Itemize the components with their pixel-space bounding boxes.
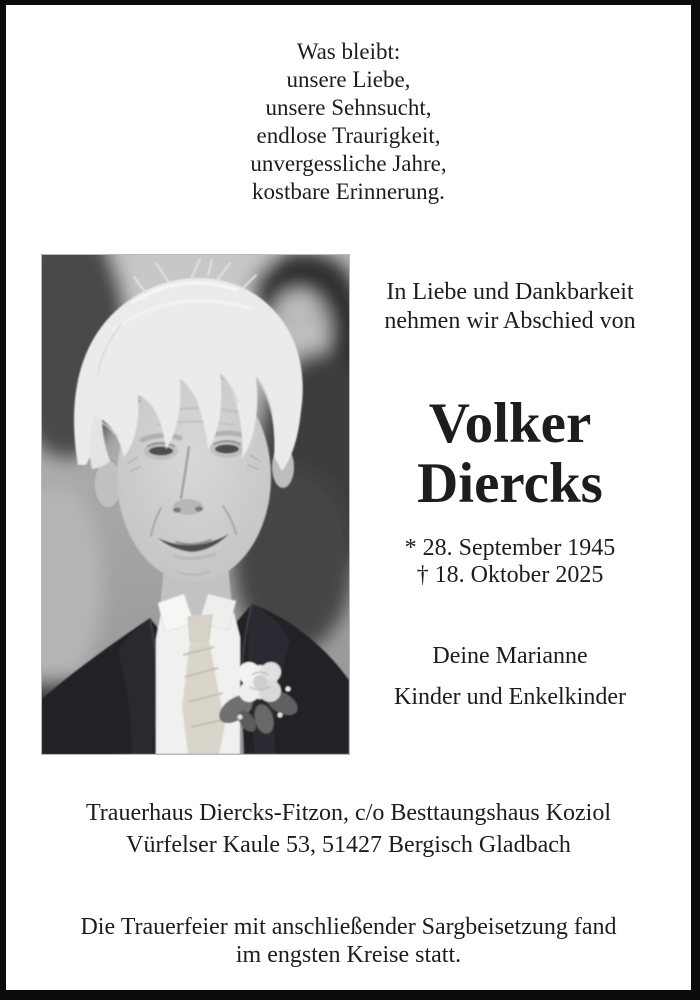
closing-note <box>6 913 691 969</box>
intro-line: nehmen wir Abschied von <box>384 308 636 334</box>
birth-date: * 28. September 1945 <box>404 535 616 561</box>
closing-line: Die Trauerfeier mit anschließender Sargbeisetzung fand <box>80 914 617 940</box>
death-date: † 18. Oktober 2025 <box>416 562 604 588</box>
address-line: Vürfelser Kaule 53, 51427 Bergisch Gladbach <box>126 832 571 858</box>
mourner-family: Kinder und Enkelkinder <box>394 684 626 710</box>
intro-line: In Liebe und Dankbarkeit <box>386 279 634 305</box>
portrait-photo <box>41 254 350 755</box>
funeral-home-address <box>6 797 691 861</box>
poem-line: unsere Liebe, <box>286 67 411 92</box>
poem-line: unvergessliche Jahre, <box>250 151 447 176</box>
poem-line: kostbare Erinnerung. <box>252 179 445 204</box>
deceased-name <box>342 394 678 514</box>
closing-line: im engsten Kreise statt. <box>235 942 462 968</box>
poem-line: Was bleibt: <box>296 39 401 64</box>
shirt-and-tie <box>156 594 240 754</box>
deceased-last-name: Diercks <box>417 452 603 515</box>
deceased-first-name: Volker <box>428 392 592 455</box>
life-dates <box>342 535 678 589</box>
address-line: Trauerhaus Diercks-Fitzon, c/o Besttaungshaus Koziol <box>85 800 612 826</box>
farewell-intro <box>342 278 678 336</box>
memorial-poem <box>6 38 691 206</box>
poem-line: endlose Traurigkeit, <box>256 123 441 148</box>
poem-line: unsere Sehnsucht, <box>265 95 432 120</box>
mourner-spouse: Deine Marianne <box>432 643 588 669</box>
portrait-illustration <box>42 255 349 754</box>
